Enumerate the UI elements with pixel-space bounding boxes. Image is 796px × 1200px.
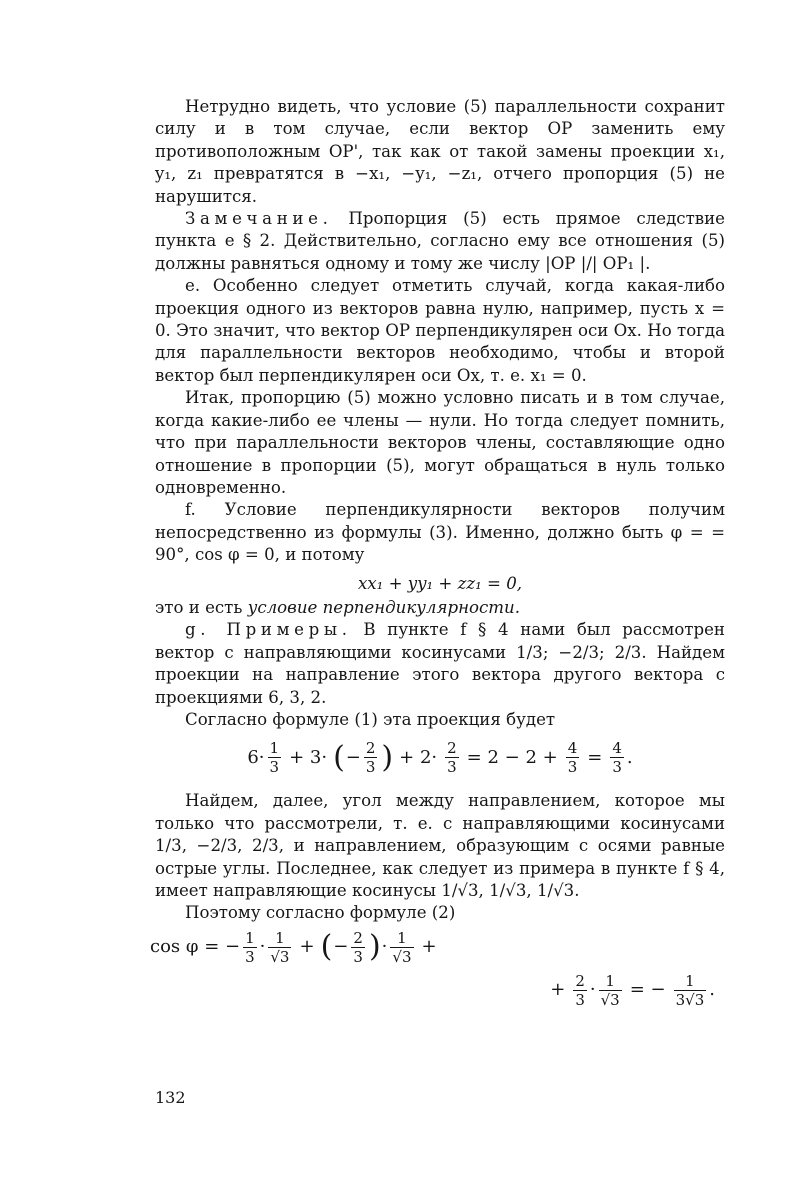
f2-fraction-6 (599, 972, 622, 1009)
formula-projection (155, 739, 725, 776)
f1-fraction-5 (610, 739, 624, 776)
f1-num-4: 4 (567, 739, 578, 758)
f1-term4: = 2 − 2 + (466, 746, 558, 768)
remark-text: Пропорция (5) есть прямое следствие пункта е § 2. Действительно, согласно ему все отношения (5) должны равняться одному и тому же числу |OP |/| OP₁ |. (155, 209, 725, 273)
examples-label: g. Примеры. (185, 620, 352, 640)
f2-left-paren: ( (320, 929, 333, 965)
f1-left-paren: ( (333, 739, 345, 775)
paragraph-perpendicularity-condition (155, 597, 725, 619)
f2-dot-1: · (259, 936, 266, 958)
f1-fraction-3 (445, 739, 459, 776)
f1-den-1: 3 (269, 758, 280, 777)
f2-den-5: 3 (575, 990, 585, 1009)
f2-num-6: 1 (605, 971, 615, 990)
f2-den-6: √3 (600, 990, 620, 1009)
section-e-label: е. (185, 276, 201, 296)
f2-fraction-2 (268, 929, 291, 966)
formula-cosine-line1 (150, 929, 725, 966)
f2-den-1: 3 (245, 947, 255, 966)
f2-fraction-3 (351, 929, 365, 966)
f2-num-3: 2 (353, 928, 363, 947)
paragraph-angle: Найдем, далее, угол между направлением, которое мы только что рассмотрели, т. е. с направляющими косинусами 1/3, −2/3, 2/3, и направлением, образующим с осями равные острые углы. Последнее, как следует из примера в пункте f § 4, имеет направляющие косинусы 1/√3, 1/√3, 1/√3. (155, 791, 725, 900)
paragraph-g-examples (155, 619, 725, 709)
f1-minus: − (345, 746, 361, 768)
f2-plus-2: + (421, 936, 437, 958)
f2-num-5: 2 (575, 971, 585, 990)
f2-right-paren: ) (368, 929, 381, 965)
f2-fraction-7 (674, 972, 707, 1009)
page-body (150, 96, 725, 1009)
f2-period: . (709, 979, 715, 1001)
f2-fraction-5 (573, 972, 587, 1009)
paragraph-remark (155, 208, 725, 275)
f1-fraction-4 (566, 739, 580, 776)
f1-period: . (626, 746, 633, 768)
f2-fraction-1 (243, 929, 257, 966)
f1-den-2: 3 (365, 758, 376, 777)
f2-den-7: 3√3 (675, 990, 705, 1009)
f2-num-1: 1 (245, 928, 255, 947)
examples-text: В пункте f § 4 нами был рассмотрен вектор с направляющими косинусами 1/3; −2/3; 2/3. Найдем проекции на направление этого вектора другого вектора с проекциями 6, 3, 2. (155, 620, 725, 707)
f2-num-7: 1 (685, 971, 695, 990)
equation-perpendicularity: xx₁ + yy₁ + zz₁ = 0, (357, 573, 523, 593)
f1-term3: + 2· (399, 746, 438, 768)
paragraph-parallel-condition: Нетрудно видеть, что условие (5) параллельности сохранит силу и в том случае, если вектор OP заменить ему противоположным OP', так как от такой замены проекции x₁, y₁, z₁ превратятся в −x₁, −y₁, −z₁, отчего пропорция (5) не нарушится. (155, 97, 725, 206)
section-f-label: f. (185, 500, 196, 520)
f2-equals: = − (629, 979, 666, 1001)
f1-num-3: 2 (447, 739, 457, 758)
formula-cosine-line2 (155, 972, 715, 1009)
f2-dot-3: · (589, 979, 596, 1001)
paragraph-e (155, 275, 725, 387)
condition-prefix: это и есть (155, 597, 248, 617)
paragraph-zero-members: Итак, пропорцию (5) можно условно писать и в том случае, когда какие-либо ее члены — нули. Но тогда следует помнить, что при параллельности векторов члены, составляющие одно отношение в пропорции (5), могут обращаться в нуль только одновременно. (155, 388, 725, 497)
f2-den-2: √3 (270, 947, 290, 966)
paragraph-formula2-intro: Поэтому согласно формуле (2) (185, 903, 456, 923)
f1-fraction-2 (364, 739, 378, 776)
f2-den-4: √3 (392, 947, 412, 966)
f1-term1: 6· (247, 746, 265, 768)
section-e-text: Особенно следует отметить случай, когда какая-либо проекция одного из векторов равна нулю, например, пусть x = 0. Это значит, что вектор OP перпендикулярен оси Ox. Но тогда для параллельности векторов необходимо, чтобы и второй вектор был перпендикулярен оси Ox, т. е. x₁ = 0. (155, 276, 725, 385)
f2-den-3: 3 (353, 947, 363, 966)
remark-label: Замечание. (185, 209, 333, 229)
paragraph-formula1-intro: Согласно формуле (1) эта проекция будет (185, 709, 556, 729)
f1-fraction-1 (268, 739, 282, 776)
f1-term2: + 3· (289, 746, 328, 768)
f2-num-4: 1 (397, 928, 407, 947)
f2-lhs: cos φ = − (150, 936, 241, 958)
f1-den-4: 3 (567, 758, 578, 777)
f2-plus-1: + (299, 936, 315, 958)
f1-num-5: 4 (612, 739, 622, 758)
f1-den-5: 3 (612, 758, 622, 777)
f1-num-1: 1 (269, 739, 280, 758)
f1-right-paren: ) (381, 739, 394, 775)
f2-dot-2: · (381, 936, 388, 958)
page-number: 132 (155, 1088, 186, 1107)
f2-minus: − (333, 936, 349, 958)
f1-num-2: 2 (365, 739, 376, 758)
f2-plus-3: + (550, 979, 566, 1001)
section-f-text: Условие перпендикулярности векторов получим непосредственно из формулы (3). Именно, должно быть φ = = 90°, cos φ = 0, и потому (155, 500, 725, 565)
f2-fraction-4 (390, 929, 413, 966)
f1-equals: = (587, 746, 603, 768)
f1-den-3: 3 (447, 758, 457, 777)
paragraph-f (155, 499, 725, 566)
f2-num-2: 1 (275, 928, 285, 947)
condition-term: условие перпендикулярности. (247, 597, 520, 617)
